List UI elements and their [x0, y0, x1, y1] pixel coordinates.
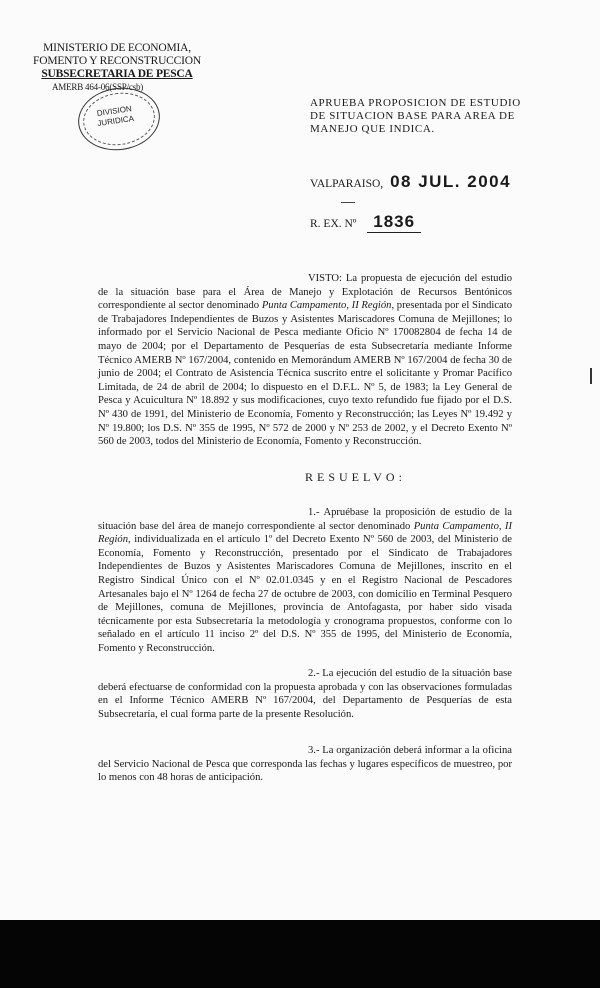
article-2-paragraph: [98, 667, 512, 721]
article-3-text: 3.- La organización deberá informar a la oficina del Servicio Nacional de Pesca que corresponda las fechas y lugares específicos de muestreo, por lo menos con 48 horas de anticipación.: [98, 745, 512, 784]
resolution-number: 1836: [367, 212, 421, 233]
article-2-text: 2.- La ejecución del estudio de la situación base deberá efectuarse de conformidad con la propuesta aprobada y con las observaciones formuladas en el Informe Técnico AMERB Nº 167/2004, del Departamento de Pesquerías de esta Subsecretaría, el cual forma parte de la presente Resolución.: [98, 668, 512, 720]
date-line: [310, 172, 511, 192]
article-3-paragraph: [98, 744, 512, 785]
letterhead-ministry-2: FOMENTO Y RECONSTRUCCION: [33, 55, 201, 67]
visto-lead: VISTO:: [308, 273, 342, 284]
resolution-number-line: [310, 212, 421, 233]
rex-dash: [341, 202, 355, 203]
visto-sector: Punta Campamento, II Región: [261, 300, 392, 312]
article-1-text: , individualizada en el artículo 1º del Decreto Exento Nº 560 de 2003, del Ministerio de Economía, Fomento y Reconstrucción, presentado por el Sindicato de Trabajadores Independientes de Buzos y Asistentes Mariscadores Comuna de Mejillones, inscrito en el Registro Sindical Único con el Nº 02.01.0345 y en el Registro Nacional de Pescadores Artesanales bajo el Nº 1264 de fecha 27 de octubre de 2003, con domicilio en Terminal Pesquero de Mejillones, comuna de Mejillones, provincia de Antofagasta, por haber sido visada técnicamente por esta Subsecretaría la metodología y cronograma propuestos, conforme con lo señalado en el artículo 11 inciso 2º del D.S. Nº 355 de 1995, del Ministerio de Economía, Fomento y Reconstrucción.: [98, 534, 512, 654]
article-1-paragraph: [98, 506, 512, 656]
stamp-text-line2: JURIDICA: [96, 113, 135, 129]
subject-line3: MANEJO QUE INDICA.: [310, 123, 435, 135]
letterhead: [22, 42, 212, 94]
date-stamp: 08 JUL. 2004: [390, 172, 512, 191]
letterhead-subsecretaria: SUBSECRETARIA DE PESCA: [41, 68, 193, 80]
stamp-text-line1: DIVISION: [96, 104, 133, 118]
visto-text-2: , presentada por el Sindicato de Trabajadores Independientes de Buzos y Asistentes Mariscadores Comuna de Mejillones; lo informado por el Servicio Nacional de Pesca mediante Oficio Nº 170082804 de fecha 14 de mayo de 2004; por el Departamento de Pesquerías de esta Subsecretaría mediante Informe Técnico AMERB Nº 167/2004, contenido en Memorándum AMERB Nº 167/2004 de fecha 30 de junio de 2004; el Contrato de Asistencia Técnica suscrito entre el solicitante y Promar Pacífico Limitada, de 24 de abril de 2004; lo dispuesto en el D.F.L. Nº 5, de 1983; la Ley General de Pesca y Acuicultura Nº 18.892 y sus modificaciones, cuyo texto refundido fue fijado por el D.S. Nº 430 de 1991, del Ministerio de Economía, Fomento y Reconstrucción; las Leyes Nº 19.492 y Nº 19.800; los D.S. Nº 355 de 1995, Nº 572 de 2000 y Nº 253 de 2002, y el Decreto Exento Nº 560 de 2003, todos del Ministerio de Economía, Fomento y Reconstrucción.: [98, 300, 512, 448]
margin-mark: [590, 368, 592, 384]
visto-text: La propuesta de ejecución del estudio de la situación base para el Área de Manejo y Explotación de Recursos Bentónicos correspondiente al sector denominado: [98, 273, 512, 312]
letterhead-ministry: MINISTERIO DE ECONOMIA,: [43, 42, 191, 54]
resolution-subject: [310, 97, 570, 136]
letterhead-reference: AMERB 464-06(SSP/csb): [52, 82, 144, 92]
resuelvo-heading: RESUELVO:: [305, 470, 406, 484]
subject-line1: APRUEBA PROPOSICION DE ESTUDIO: [310, 97, 521, 109]
article-1-lead: 1.- Apruébase la proposición de estudio de la situación base del área de manejo correspondiente al sector denominado: [98, 507, 512, 532]
subject-line2: DE SITUACION BASE PARA AREA DE: [310, 110, 515, 122]
visto-paragraph: [98, 272, 512, 449]
scan-bottom-band: [0, 920, 600, 988]
article-1-sector: Punta Campamento, II Región: [98, 520, 512, 546]
date-label: VALPARAISO,: [310, 178, 384, 190]
resolution-label: R. EX. Nº: [310, 218, 357, 230]
